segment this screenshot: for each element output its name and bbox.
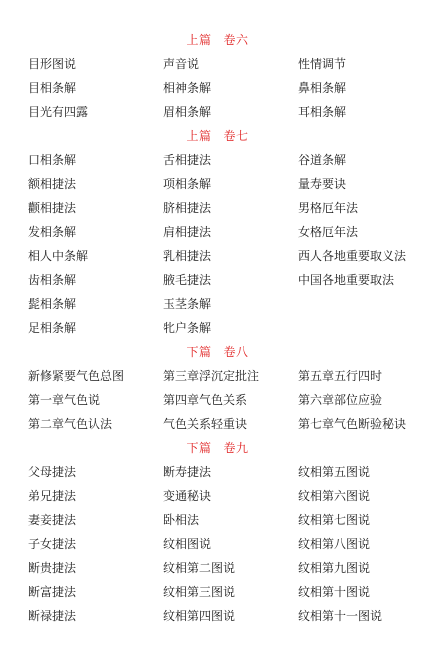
toc-entry[interactable]: 目形图说 [28,57,77,71]
toc-entry[interactable]: 纹相第五图说 [298,465,371,479]
section-volume-label: 卷九 [223,441,249,455]
section-heading [0,436,435,460]
toc-entry[interactable]: 变通秘诀 [163,489,212,503]
toc-entry[interactable]: 口相条解 [28,153,77,167]
toc-row [0,172,435,196]
toc-row [0,388,435,412]
toc-row [0,292,435,316]
section-part-label: 上篇 [186,33,212,47]
toc-row [0,508,435,532]
toc-entry[interactable]: 男格厄年法 [298,201,359,215]
toc-row [0,532,435,556]
toc-row [0,148,435,172]
toc-entry[interactable]: 相神条解 [163,81,212,95]
toc-entry[interactable]: 足相条解 [28,321,77,335]
toc-entry[interactable]: 发相条解 [28,225,77,239]
toc-entry[interactable]: 第五章五行四时 [298,369,383,383]
toc-entry[interactable]: 纹相第二图说 [163,561,236,575]
table-of-contents [0,28,435,628]
toc-entry[interactable]: 纹相第十图说 [298,585,371,599]
toc-entry[interactable]: 颧相捷法 [28,201,77,215]
section-part-label: 下篇 [186,441,212,455]
toc-entry[interactable]: 纹相第八图说 [298,537,371,551]
toc-row [0,316,435,340]
toc-entry[interactable]: 西人各地重要取义法 [298,249,407,263]
toc-entry[interactable]: 耳相条解 [298,105,347,119]
section-part-label: 上篇 [186,129,212,143]
toc-entry[interactable]: 额相捷法 [28,177,77,191]
section-volume-label: 卷六 [223,33,249,47]
toc-entry[interactable]: 气色关系轻重诀 [163,417,248,431]
toc-entry[interactable]: 新修紧要气色总图 [28,369,125,383]
toc-entry[interactable]: 第七章气色断验秘诀 [298,417,407,431]
toc-row [0,76,435,100]
toc-entry[interactable]: 目相条解 [28,81,77,95]
toc-row [0,220,435,244]
toc-entry[interactable]: 声音说 [163,57,200,71]
toc-row [0,364,435,388]
toc-entry[interactable]: 纹相第九图说 [298,561,371,575]
toc-entry[interactable]: 妻妾捷法 [28,513,77,527]
toc-row [0,244,435,268]
toc-row [0,580,435,604]
toc-entry[interactable]: 第六章部位应验 [298,393,383,407]
section-heading [0,28,435,52]
toc-entry[interactable]: 纹相第三图说 [163,585,236,599]
toc-row [0,460,435,484]
toc-entry[interactable]: 卧相法 [163,513,200,527]
toc-entry[interactable]: 髭相条解 [28,297,77,311]
toc-entry[interactable]: 肩相捷法 [163,225,212,239]
toc-entry[interactable]: 纹相第六图说 [298,489,371,503]
toc-entry[interactable]: 谷道条解 [298,153,347,167]
toc-entry[interactable]: 父母捷法 [28,465,77,479]
toc-row [0,52,435,76]
toc-entry[interactable]: 断贵捷法 [28,561,77,575]
toc-entry[interactable]: 纹相第七图说 [298,513,371,527]
toc-entry[interactable]: 目光有四露 [28,105,89,119]
section-heading [0,340,435,364]
toc-entry[interactable]: 玉茎条解 [163,297,212,311]
toc-entry[interactable]: 第三章浮沉定批注 [163,369,260,383]
toc-entry[interactable]: 断寿捷法 [163,465,212,479]
section-part-label: 下篇 [186,345,212,359]
section-volume-label: 卷七 [223,129,249,143]
toc-entry[interactable]: 断禄捷法 [28,609,77,623]
toc-entry[interactable]: 弟兄捷法 [28,489,77,503]
toc-entry[interactable]: 项相条解 [163,177,212,191]
section-volume-label: 卷八 [223,345,249,359]
toc-entry[interactable]: 眉相条解 [163,105,212,119]
toc-entry[interactable]: 脐相捷法 [163,201,212,215]
toc-entry[interactable]: 鼻相条解 [298,81,347,95]
toc-row [0,268,435,292]
toc-entry[interactable]: 断富捷法 [28,585,77,599]
toc-row [0,196,435,220]
toc-entry[interactable]: 牝户条解 [163,321,212,335]
toc-entry[interactable]: 舌相捷法 [163,153,212,167]
toc-row [0,556,435,580]
toc-entry[interactable]: 量寿要诀 [298,177,347,191]
toc-row [0,100,435,124]
toc-entry[interactable]: 乳相捷法 [163,249,212,263]
toc-entry[interactable]: 腋毛捷法 [163,273,212,287]
toc-row [0,484,435,508]
toc-entry[interactable]: 女格厄年法 [298,225,359,239]
toc-entry[interactable]: 性情调节 [298,57,347,71]
toc-entry[interactable]: 第一章气色说 [28,393,101,407]
toc-entry[interactable]: 纹相第四图说 [163,609,236,623]
toc-entry[interactable]: 齿相条解 [28,273,77,287]
toc-entry[interactable]: 第四章气色关系 [163,393,248,407]
toc-entry[interactable]: 第二章气色认法 [28,417,113,431]
section-heading [0,124,435,148]
toc-entry[interactable]: 纹相第十一图说 [298,609,383,623]
toc-entry[interactable]: 纹相图说 [163,537,212,551]
toc-entry[interactable]: 相人中条解 [28,249,89,263]
toc-row [0,412,435,436]
toc-row [0,604,435,628]
toc-entry[interactable]: 子女捷法 [28,537,77,551]
toc-entry[interactable]: 中国各地重要取法 [298,273,395,287]
